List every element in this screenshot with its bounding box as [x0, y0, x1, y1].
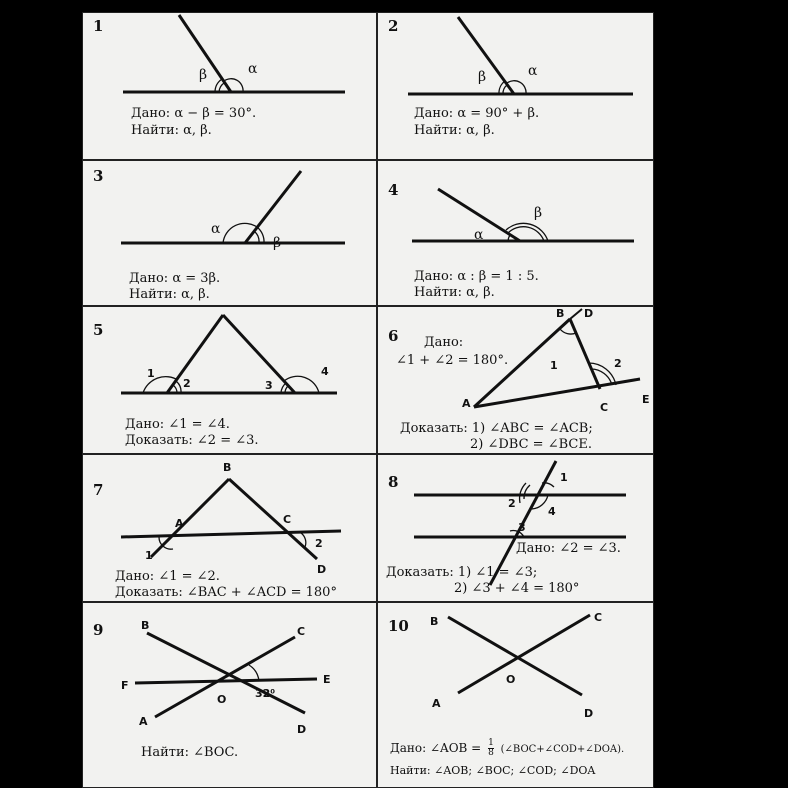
find-text: Найти: α, β. [131, 123, 212, 138]
prove-text-2: 2) ∠DBC = ∠BCE. [470, 437, 592, 452]
given-text: Дано: ∠1 = ∠4. [125, 417, 230, 432]
angle-1-label: 1 [560, 471, 568, 484]
alpha-label: α [474, 227, 484, 243]
angle-2-label: 2 [315, 537, 323, 550]
point-B-label: B [141, 619, 150, 632]
given-text: Дано: ∠2 = ∠3. [516, 541, 621, 556]
find-text: Найти: ∠BOC. [141, 745, 239, 760]
problem-4 [377, 160, 654, 306]
problem-8 [377, 454, 654, 602]
point-E-label: E [642, 393, 650, 406]
problem-10 [377, 602, 654, 788]
fraction-numerator: 1 [488, 738, 494, 748]
angle-4-label: 4 [321, 365, 329, 378]
given-text: Дано: α = 3β. [129, 271, 221, 286]
point-C-label: C [600, 401, 609, 414]
given-text [390, 739, 624, 758]
find-text: Найти: α, β. [129, 287, 210, 302]
point-A-label: A [432, 697, 441, 710]
beta-label: β [534, 205, 543, 221]
point-B-label: B [556, 307, 565, 320]
find-text: Найти: ∠AOB; ∠BOC; ∠COD; ∠DOA [390, 764, 596, 777]
prove-text: Доказать: ∠2 = ∠3. [125, 433, 259, 448]
problem-number: 9 [93, 621, 104, 639]
given-text: Дано: ∠1 = ∠2. [115, 569, 220, 584]
problem-3 [82, 160, 377, 306]
prove-text-1: Доказать: 1) ∠1 = ∠3; [386, 565, 538, 580]
point-B-label: B [430, 615, 439, 628]
alpha-label: α [248, 61, 258, 77]
point-A-label: A [175, 517, 184, 530]
problem-7 [82, 454, 377, 602]
given-rest: (∠BOC+∠COD+∠DOA). [500, 744, 625, 755]
problem-10-diagram [378, 603, 654, 788]
problem-3-diagram [83, 161, 377, 306]
beta-label: β [478, 69, 487, 85]
problem-number: 3 [93, 167, 104, 185]
point-D-label: D [317, 563, 327, 576]
angle-1-label: 1 [147, 367, 155, 380]
problem-1 [82, 12, 377, 160]
angle-2-label: 2 [508, 497, 516, 510]
problem-6 [377, 306, 654, 454]
given-text: ∠1 + ∠2 = 180°. [396, 353, 509, 368]
problem-number: 4 [388, 181, 399, 199]
angle-3-label: 3 [265, 379, 273, 392]
worksheet [82, 12, 654, 788]
given-text: Дано: α : β = 1 : 5. [414, 269, 539, 284]
problem-1-diagram [83, 13, 377, 160]
find-text: Найти: α, β. [414, 285, 495, 300]
prove-text-2: 2) ∠3 + ∠4 = 180° [454, 581, 580, 596]
problem-2 [377, 12, 654, 160]
given-head: Дано: [424, 335, 464, 350]
point-C-label: C [283, 513, 292, 526]
problem-number: 10 [388, 617, 409, 635]
problem-number: 6 [388, 327, 399, 345]
problem-number: 1 [93, 17, 104, 35]
angle-1-label: 1 [550, 359, 558, 372]
point-D-label: D [584, 707, 594, 720]
angle-2-label: 2 [614, 357, 622, 370]
point-F-label: F [121, 679, 129, 692]
point-D-label: D [297, 723, 307, 736]
alpha-label: α [211, 221, 221, 237]
point-D-label: D [584, 307, 594, 320]
point-C-label: C [594, 611, 603, 624]
prove-text-1: Доказать: 1) ∠ABC = ∠ACB; [400, 421, 593, 436]
problem-number: 2 [388, 17, 399, 35]
point-C-label: C [297, 625, 306, 638]
angle-4-label: 4 [548, 505, 556, 518]
problem-number: 5 [93, 321, 104, 339]
angle-value-label: 32⁰ [255, 687, 276, 700]
find-text: Найти: α, β. [414, 123, 495, 138]
problem-number: 7 [93, 481, 104, 499]
point-A-label: A [139, 715, 148, 728]
problem-number: 8 [388, 473, 399, 491]
angle-3-label: 3 [518, 521, 526, 534]
problem-5 [82, 306, 377, 454]
problem-9 [82, 602, 377, 788]
beta-label: β [199, 67, 208, 83]
point-O-label: O [217, 693, 227, 706]
point-A-label: A [462, 397, 471, 410]
fraction [488, 739, 494, 758]
fraction-denominator: 8 [488, 748, 494, 758]
given-text: Дано: α = 90° + β. [414, 106, 540, 121]
angle-1-label: 1 [145, 549, 153, 562]
given-prefix: Дано: ∠AOB = [390, 741, 482, 755]
angle-2-label: 2 [183, 377, 191, 390]
beta-label: β [273, 235, 282, 251]
prove-text: Доказать: ∠BAC + ∠ACD = 180° [115, 585, 337, 600]
point-O-label: O [506, 673, 516, 686]
alpha-label: α [528, 63, 538, 79]
point-B-label: B [223, 461, 232, 474]
given-text: Дано: α − β = 30°. [131, 106, 257, 121]
point-E-label: E [323, 673, 331, 686]
